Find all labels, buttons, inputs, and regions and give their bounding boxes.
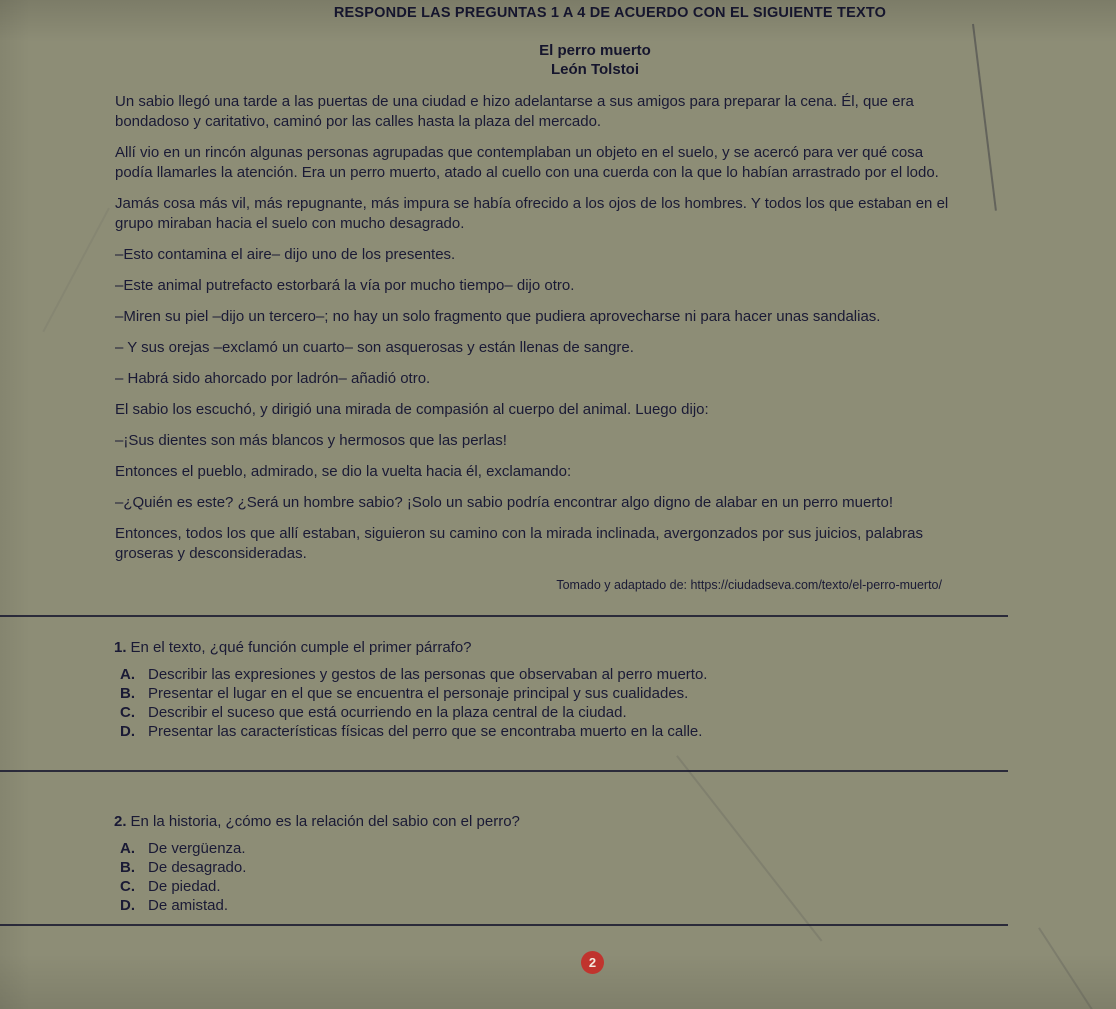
page-number-badge: 2 — [581, 951, 604, 974]
option-letter: C. — [120, 704, 135, 721]
question-text: En la historia, ¿cómo es la relación del sabio con el perro? — [130, 813, 520, 830]
option-text: De amistad. — [148, 897, 229, 914]
option-letter: A. — [120, 666, 135, 683]
section-divider — [0, 924, 1008, 926]
question-1 — [114, 638, 1014, 742]
answer-option-a — [120, 666, 1014, 683]
story-paragraph: Entonces el pueblo, admirado, se dio la vuelta hacia él, exclamando: — [115, 463, 572, 480]
story-paragraph: –Este animal putrefacto estorbará la vía por mucho tiempo– dijo otro. — [115, 277, 575, 294]
story-paragraph: –¡Sus dientes son más blancos y hermosos que las perlas! — [115, 432, 507, 449]
option-letter: D. — [120, 897, 135, 914]
story-title: El perro muerto — [539, 42, 651, 59]
question-2 — [114, 812, 1014, 916]
answer-option-a — [120, 840, 1014, 857]
story-paragraph: Un sabio llegó una tarde a las puertas de una ciudad e hizo adelantarse a sus amigos para preparar la cena. Él, que era bondadoso y caritativo, caminó por las calles hasta la plaza del mercado. — [115, 93, 914, 130]
story-paragraph: –Miren su piel –dijo un tercero–; no hay un solo fragmento que pudiera aprovecharse ni para hacer unas sandalias. — [115, 308, 881, 325]
crease-line — [42, 208, 109, 332]
story-body — [115, 92, 960, 595]
answer-option-b — [120, 859, 1014, 876]
story-paragraph: Entonces, todos los que allí estaban, siguieron su camino con la mirada inclinada, avergonzados por sus juicios, palabras groseras y desconsideradas. — [115, 525, 923, 562]
section-divider — [0, 770, 1008, 772]
option-text: Describir el suceso que está ocurriendo en la plaza central de la ciudad. — [148, 704, 627, 721]
question-line — [114, 638, 1014, 658]
option-text: Presentar las características físicas del perro que se encontraba muerto en la calle. — [148, 723, 703, 740]
section-divider — [0, 615, 1008, 617]
option-text: Describir las expresiones y gestos de las personas que observaban al perro muerto. — [148, 666, 708, 683]
question-line — [114, 812, 1014, 832]
story-author: León Tolstoi — [550, 61, 640, 78]
answer-option-d — [120, 897, 1014, 914]
story-paragraph: – Y sus orejas –exclamó un cuarto– son asquerosas y están llenas de sangre. — [115, 339, 634, 356]
crease-line — [1038, 928, 1102, 1009]
answer-option-d — [120, 723, 1014, 740]
instruction-heading: RESPONDE LAS PREGUNTAS 1 A 4 DE ACUERDO CON EL SIGUIENTE TEXTO — [333, 5, 887, 21]
answer-option-c — [120, 704, 1014, 721]
story-paragraph: –Esto contamina el aire– dijo uno de los presentes. — [115, 246, 456, 263]
option-text: De desagrado. — [148, 859, 247, 876]
story-paragraph: El sabio los escuchó, y dirigió una mirada de compasión al cuerpo del animal. Luego dijo: — [115, 401, 709, 418]
story-paragraph: – Habrá sido ahorcado por ladrón– añadió otro. — [115, 370, 431, 387]
option-letter: D. — [120, 723, 135, 740]
question-text: En el texto, ¿qué función cumple el primer párrafo? — [130, 639, 472, 656]
answer-option-c — [120, 878, 1014, 895]
option-letter: A. — [120, 840, 135, 857]
option-letter: B. — [120, 859, 135, 876]
source-attribution: Tomado y adaptado de: https://ciudadseva.com/texto/el-perro-muerto/ — [556, 578, 942, 592]
answer-option-b — [120, 685, 1014, 702]
question-number: 1. — [114, 639, 127, 656]
story-paragraph: –¿Quién es este? ¿Será un hombre sabio? ¡Solo un sabio podría encontrar algo digno de alabar en un perro muerto! — [115, 494, 893, 511]
option-letter: C. — [120, 878, 135, 895]
option-text: Presentar el lugar en el que se encuentra el personaje principal y sus cualidades. — [148, 685, 689, 702]
option-text: De piedad. — [148, 878, 221, 895]
story-paragraph: Allí vio en un rincón algunas personas agrupadas que contemplaban un objeto en el suelo, y se acercó para ver qué cosa podía llamarles la atención. Era un perro muerto, atado al cuello con una cuerda con la que lo habían arrastrado por el lodo. — [115, 144, 939, 181]
story-paragraph: Jamás cosa más vil, más repugnante, más impura se había ofrecido a los ojos de los hombres. Y todos los que estaban en el grupo miraban hacia el suelo con mucho desagrado. — [115, 195, 949, 232]
story-header — [74, 41, 1116, 79]
option-text: De vergüenza. — [148, 840, 246, 857]
option-letter: B. — [120, 685, 135, 702]
question-number: 2. — [114, 813, 127, 830]
